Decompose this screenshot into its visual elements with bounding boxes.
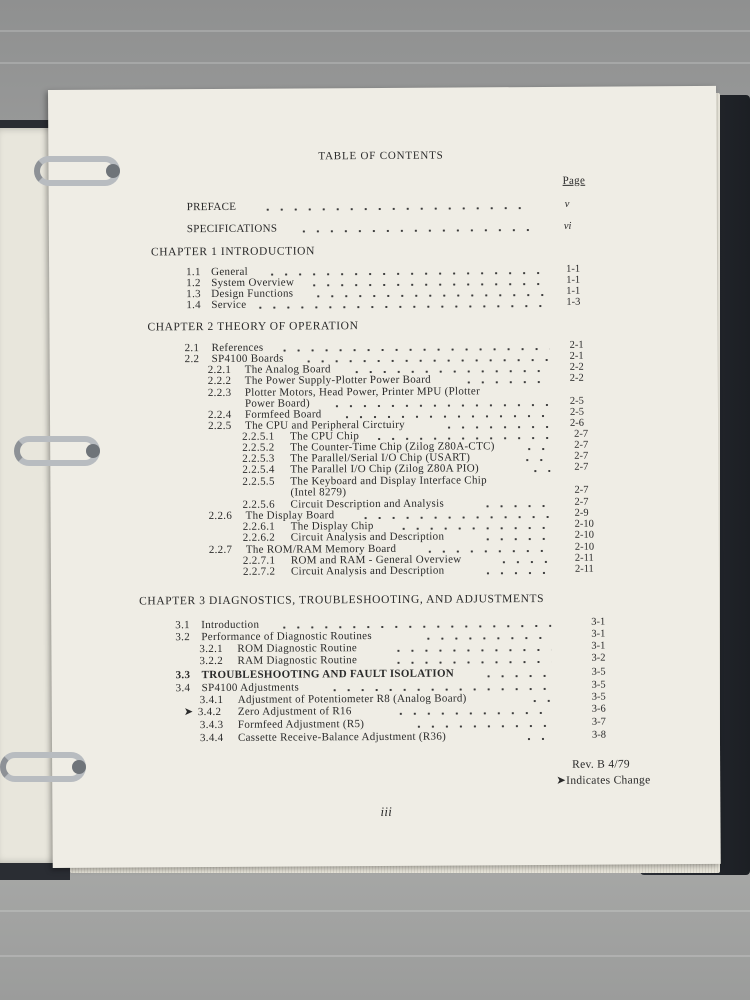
toc-page: 3-2 <box>591 652 606 664</box>
toc-entry-label: The Display Chip <box>290 520 374 533</box>
binder-ring-middle <box>14 436 100 466</box>
toc-entry-label: Zero Adjustment of R16 <box>237 705 352 718</box>
toc-num: 1.3 <box>186 288 201 301</box>
toc-num: 3.4.2 <box>197 705 222 719</box>
toc-page: 3-7 <box>591 716 606 728</box>
toc-entry-label: ROM Diagnostic Routine <box>237 642 358 655</box>
binder-ring-bottom <box>0 752 86 782</box>
toc-page: 2-5 <box>569 395 584 407</box>
toc-page: 2-7 <box>574 450 589 462</box>
toc-num: 2.2.5.4 <box>242 463 275 476</box>
toc-page-preface: v <box>564 198 570 210</box>
toc-num: 3.3 <box>175 669 191 682</box>
toc-title: TABLE OF CONTENTS <box>318 149 444 163</box>
toc-entry-label: The Display Board <box>245 509 335 522</box>
toc-entry-label: Circuit Description and Analysis <box>290 497 445 511</box>
toc-page: 3-1 <box>591 640 606 652</box>
toc-entry-preface: PREFACE <box>186 200 237 214</box>
toc-page: 2-6 <box>570 417 585 429</box>
toc-page: 2-11 <box>574 563 594 575</box>
toc-entry-label: Plotter Motors, Head Power, Printer MPU (Plotter <box>244 385 481 399</box>
toc-page: 3-8 <box>591 729 606 741</box>
revision-label: Rev. B 4/79 <box>572 758 630 771</box>
toc-entry-label: References <box>211 341 264 355</box>
toc-page-specifications: vi <box>563 220 572 232</box>
toc-num: 2.2.5.6 <box>242 498 275 511</box>
toc-num: 3.4.1 <box>199 693 224 707</box>
toc-num: 3.4.3 <box>199 718 224 732</box>
change-marker: ➤ <box>183 706 194 719</box>
toc-entry-label: The Power Supply-Plotter Power Board <box>244 373 431 387</box>
chapter-2-heading: CHAPTER 2 THEORY OF OPERATION <box>147 320 359 334</box>
page-column-header: Page <box>562 174 586 187</box>
toc-page <box>48 86 721 868</box>
toc-entry-label: Circuit Analysis and Description <box>290 530 445 544</box>
toc-num: 2.2.6.1 <box>242 520 276 533</box>
toc-num: 2.2.6.2 <box>242 531 276 544</box>
chapter-1-heading: CHAPTER 1 INTRODUCTION <box>150 245 316 259</box>
toc-num: 2.2.7.2 <box>242 565 276 578</box>
toc-page: 2-7 <box>574 496 589 508</box>
toc-entry-label: SP4100 Boards <box>211 352 284 366</box>
toc-entry-label: The ROM/RAM Memory Board <box>245 542 397 556</box>
toc-num: 2.2.5.2 <box>242 441 275 454</box>
toc-num: 2.2 <box>184 353 200 366</box>
toc-page: 3-1 <box>591 616 606 628</box>
toc-num: 3.2.2 <box>199 654 224 668</box>
toc-page: 2-7 <box>574 428 589 440</box>
binder-ring-top <box>34 156 120 186</box>
toc-page: 3-5 <box>591 679 606 691</box>
toc-entry-label-continued: Power Board) <box>244 397 310 410</box>
toc-page: 3-5 <box>591 691 606 703</box>
toc-page: 1-1 <box>566 263 581 275</box>
toc-num: 2.2.2 <box>207 374 232 388</box>
toc-page: 2-1 <box>569 339 584 351</box>
toc-page: 2-10 <box>574 529 595 541</box>
toc-num: 2.2.6 <box>208 509 233 523</box>
toc-entry-label-continued: (Intel 8279) <box>290 486 347 499</box>
toc-page: 2-7 <box>574 439 589 451</box>
toc-page: 1-3 <box>566 296 581 308</box>
toc-num: 2.2.5.3 <box>242 452 275 465</box>
toc-num: 3.4.4 <box>199 731 224 745</box>
toc-entry-label: TROUBLESHOOTING AND FAULT ISOLATION <box>201 667 455 682</box>
toc-page: 2-7 <box>574 461 589 473</box>
toc-page: 2-1 <box>569 350 584 362</box>
toc-page: 2-2 <box>569 372 584 384</box>
toc-entry-label: SP4100 Adjustments <box>201 681 300 695</box>
toc-num: 2.2.7 <box>208 543 233 557</box>
toc-page: 2-11 <box>574 552 594 564</box>
page-number: iii <box>380 803 393 819</box>
change-indicator-note: ➤Indicates Change <box>556 774 651 787</box>
toc-num: 2.2.5.1 <box>242 430 275 443</box>
toc-entry-label: ROM and RAM - General Overview <box>290 553 462 567</box>
toc-page: 2-9 <box>574 507 589 519</box>
toc-page: 2-10 <box>574 518 594 530</box>
toc-num: 2.1 <box>184 342 200 355</box>
toc-num: 1.1 <box>186 266 201 279</box>
toc-num: 2.2.1 <box>207 363 232 377</box>
toc-num: 2.2.4 <box>207 408 232 422</box>
toc-entry-label: RAM Diagnostic Routine <box>237 654 358 667</box>
toc-entry-label: The CPU and Peripheral Circtuiry <box>245 418 405 432</box>
toc-num: 2.2.3 <box>207 386 232 400</box>
toc-entry-specifications: SPECIFICATIONS <box>186 222 278 236</box>
toc-num: 1.4 <box>186 299 202 312</box>
toc-entry-label: The Counter-Time Chip (Zilog Z80A-CTC) <box>290 440 495 454</box>
toc-entry-label: Formfeed Adjustment (R5) <box>237 718 365 731</box>
toc-page: 2-7 <box>574 484 589 496</box>
toc-entry-label: Cassette Receive-Balance Adjustment (R36) <box>237 730 447 744</box>
toc-page: 2-10 <box>574 541 595 553</box>
toc-entry-label: Formfeed Board <box>244 408 322 421</box>
toc-page: 1-1 <box>566 274 581 286</box>
toc-num: 3.1 <box>175 619 190 632</box>
toc-entry-label: The Parallel I/O Chip (Zilog Z80A PIO) <box>290 462 479 476</box>
toc-num: 1.2 <box>186 277 201 290</box>
toc-page: 3-1 <box>591 628 606 640</box>
toc-page: 1-1 <box>566 285 581 297</box>
toc-num: 2.2.5.5 <box>242 475 275 488</box>
toc-entry-label: The Parallel/Serial I/O Chip (USART) <box>290 451 471 465</box>
toc-num: 2.2.7.1 <box>242 554 276 567</box>
toc-entry-label: The CPU Chip <box>290 430 360 443</box>
toc-entry-label: Design Functions <box>211 287 294 301</box>
toc-page: 2-2 <box>569 361 584 373</box>
toc-entry-label: Service <box>211 298 247 312</box>
toc-entry-label: Introduction <box>201 618 260 632</box>
toc-page: 2-5 <box>569 406 585 418</box>
toc-entry-label: Performance of Diagnostic Routines <box>201 630 372 644</box>
toc-page: 3-6 <box>591 703 606 715</box>
toc-entry-label: Circuit Analysis and Description <box>290 564 445 578</box>
toc-entry-label: The Keyboard and Display Interface Chip <box>290 474 487 488</box>
toc-num: 2.2.5 <box>208 419 232 433</box>
toc-entry-label: General <box>211 265 249 279</box>
toc-entry-label: The Analog Board <box>244 363 331 376</box>
toc-page: 3-5 <box>591 666 606 678</box>
chapter-3-heading: CHAPTER 3 DIAGNOSTICS, TROUBLESHOOTING, AND ADJUSTMENTS <box>139 592 545 608</box>
toc-num: 3.4 <box>175 682 191 695</box>
toc-entry-label: Adjustment of Potentiometer R8 (Analog Board) <box>237 692 467 706</box>
toc-num: 3.2 <box>175 631 191 644</box>
toc-num: 3.2.1 <box>199 642 223 656</box>
toc-entry-label: System Overview <box>211 276 295 290</box>
